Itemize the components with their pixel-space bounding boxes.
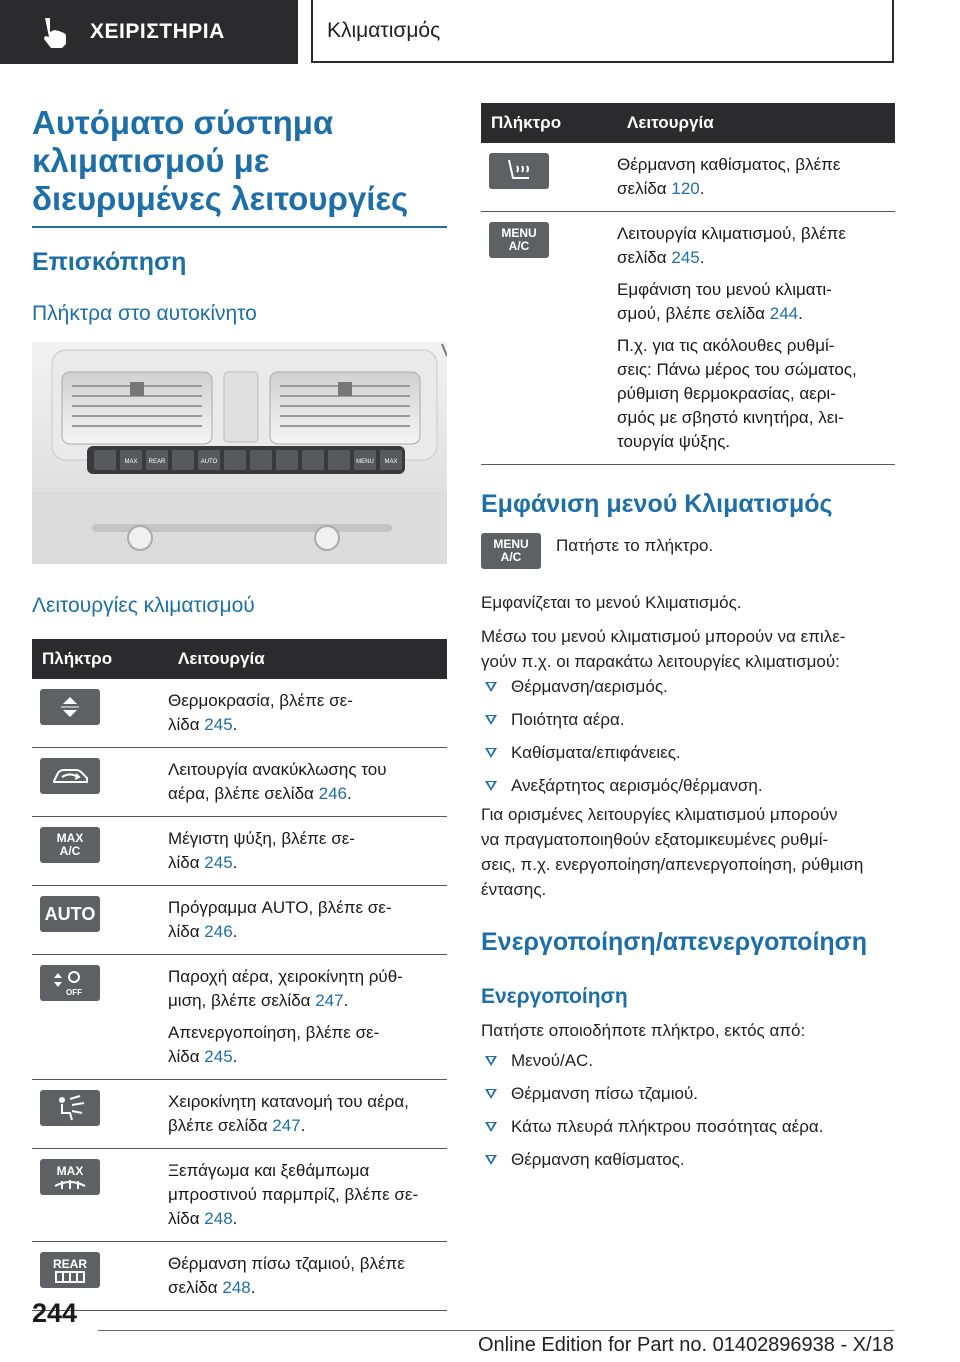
air-distribution-icon [50, 1093, 90, 1123]
photo-panel-button [224, 450, 246, 470]
climate-key[interactable] [40, 689, 100, 725]
page-title: Αυτόματο σύστημα κλιματισμού με διευρυμένες λειτουργίες [32, 104, 447, 228]
function-cell [168, 748, 447, 817]
col-header-key: Πλήκτρο [481, 103, 617, 143]
list-item: Ποιότητα αέρα. [481, 707, 895, 732]
table-row [481, 212, 895, 465]
function-description: Λειτουργία ανακύκλωσης του αέρα, βλέπε σελίδα 246. [168, 760, 387, 803]
functions-table-left [32, 639, 447, 1311]
function-description: Χειροκίνητη κατανομή του αέρα, βλέπε σελίδα 247. [168, 1092, 409, 1135]
climate-key[interactable] [40, 758, 100, 794]
page-reference-link[interactable]: 245 [204, 1047, 233, 1066]
climate-key[interactable] [40, 1159, 100, 1195]
table-row [32, 679, 447, 748]
function-description: Ξεπάγωμα και ξεθάμπωμα μπροστινού παρμπρίζ, βλέπε σε- λίδα 248. [168, 1161, 419, 1228]
activation-bullets [481, 1048, 895, 1180]
page-reference-link[interactable]: 248 [204, 1209, 233, 1228]
key-label: AUTO [44, 903, 96, 924]
page-reference-link[interactable]: 248 [222, 1278, 251, 1297]
key-cell [32, 817, 168, 886]
menu-paragraph-3: Για ορισμένες λειτουργίες κλιματισμού μπορούν να πραγματοποιηθούν εξατομικευμένες ρυθμί- σεις, π.χ. ενεργοποίηση/απενεργοποίηση, ρύθμιση έντασης. [481, 805, 864, 899]
list-item: Θέρμανση πίσω τζαμιού. [481, 1081, 895, 1106]
auto-icon [44, 903, 96, 924]
page-number: 244 [32, 1298, 78, 1328]
photo-panel-button-label: AUTO [200, 459, 218, 465]
function-cell [168, 1242, 447, 1311]
function-cell [168, 679, 447, 748]
menu-ac-icon [501, 227, 536, 253]
key-cell [32, 886, 168, 955]
function-description: Π.χ. για τις ακόλουθες ρυθμί- σεις: Πάνω μέρος του σώματος, ρύθμιση θερμοκρασίας, αερι- σμός με σβηστό κινητήρα, λει- τουργία ψύξης. [617, 336, 857, 451]
function-description: Θέρμανση καθίσματος, βλέπε σελίδα 120. [617, 155, 841, 198]
function-cell [617, 212, 895, 465]
table-row [32, 1080, 447, 1149]
fan-off-icon [50, 968, 90, 998]
functions-table-right [481, 103, 895, 465]
key-cell [32, 748, 168, 817]
page-reference-link[interactable]: 246 [318, 784, 347, 803]
key-label: REAR [52, 1256, 87, 1271]
function-description: Εμφάνιση του μενού κλιματι- σμού, βλέπε σελίδα 244. [617, 280, 832, 323]
manual-tab[interactable] [0, 0, 298, 64]
overview-heading: Επισκόπηση [32, 248, 187, 276]
page-reference-link[interactable]: 245 [671, 248, 700, 267]
key-label: MENU A/C [501, 226, 537, 253]
table-row [32, 1242, 447, 1311]
table-row [32, 748, 447, 817]
key-cell [481, 143, 617, 212]
buttons-heading: Πλήκτρα στο αυτοκίνητο [32, 302, 257, 325]
menu-heading: Εμφάνιση μενού Κλιματισμός [481, 490, 833, 518]
function-cell [168, 817, 447, 886]
climate-key[interactable] [40, 1252, 100, 1288]
page-reference-link[interactable]: 245 [204, 853, 233, 872]
svg-text:OFF: OFF [66, 988, 82, 997]
function-cell [168, 1149, 447, 1242]
page-header [0, 0, 960, 66]
col-header-key: Πλήκτρο [32, 639, 168, 679]
function-cell [168, 955, 447, 1080]
key-cell [32, 955, 168, 1080]
manual-label: ΧΕΙΡΙΣΤΗΡΙΑ [90, 20, 225, 43]
climate-key[interactable] [40, 896, 100, 932]
functions-heading: Λειτουργίες κλιματισμού [32, 594, 255, 617]
function-description: Θέρμανση πίσω τζαμιού, βλέπε σελίδα 248. [168, 1254, 405, 1297]
rear-defrost-icon [53, 1258, 87, 1283]
function-cell [617, 143, 895, 212]
menu-paragraph-1: Εμφανίζεται το μενού Κλιματισμός. [481, 593, 742, 612]
temperature-arrows-icon [55, 692, 85, 722]
activation-heading: Ενεργοποίηση/απενεργοποίηση [481, 928, 868, 956]
pointing-hand-icon [36, 12, 76, 52]
climate-key[interactable] [40, 965, 100, 1001]
list-item: Κάτω πλευρά πλήκτρου ποσότητας αέρα. [481, 1114, 895, 1139]
key-cell [32, 1080, 168, 1149]
list-item: Θέρμανση/αερισμός. [481, 674, 895, 699]
footer-divider [98, 1330, 894, 1331]
page-reference-link[interactable]: 247 [272, 1116, 301, 1135]
page-reference-link[interactable]: 246 [204, 922, 233, 941]
page-reference-link[interactable]: 245 [204, 715, 233, 734]
photo-panel-button [302, 450, 324, 470]
seat-heating-icon [499, 156, 539, 186]
function-description: Απενεργοποίηση, βλέπε σε- λίδα 245. [168, 1023, 380, 1066]
photo-panel-button [172, 450, 194, 470]
function-description: Λειτουργία κλιματισμού, βλέπε σελίδα 245. [617, 224, 846, 267]
dashboard-illustration [32, 342, 447, 564]
function-description: Μέγιστη ψύξη, βλέπε σε- λίδα 245. [168, 829, 355, 872]
key-label: MAX A/C [56, 831, 84, 858]
section-label: Κλιματισμός [327, 18, 441, 42]
menu-paragraph-2: Μέσω του μενού κλιματισμού μπορούν να επιλε- γούν π.χ. οι παρακάτω λειτουργίες κλιματισμού: [481, 627, 846, 671]
max-defrost-icon [53, 1165, 87, 1190]
recirculation-icon [48, 763, 92, 789]
photo-panel-button-label: MAX [124, 459, 138, 465]
key-label: MAX [56, 1163, 84, 1178]
photo-panel-button [276, 450, 298, 470]
list-item: Θέρμανση καθίσματος. [481, 1147, 895, 1172]
climate-key[interactable] [40, 1090, 100, 1126]
key-cell [32, 1149, 168, 1242]
activation-subheading: Ενεργοποίηση [481, 985, 628, 1008]
page-reference-link[interactable]: 247 [315, 991, 344, 1010]
section-tab[interactable] [311, 0, 894, 63]
menu-ac-key-label: MENU A/C [493, 537, 529, 564]
key-cell [32, 679, 168, 748]
photo-panel-button-label: MENU [356, 459, 374, 465]
max-ac-icon [57, 832, 84, 858]
menu-press-text: Πατήστε το πλήκτρο. [556, 536, 714, 555]
table-row [32, 886, 447, 955]
menu-bullets [481, 674, 895, 806]
table-row [32, 817, 447, 886]
page-reference-link[interactable]: 244 [769, 304, 799, 323]
photo-panel-button-label: REAR [148, 459, 166, 465]
table-row [481, 143, 895, 212]
function-cell [168, 1080, 447, 1149]
photo-panel-button [250, 450, 272, 470]
table-row [32, 955, 447, 1080]
list-item: Ανεξάρτητος αερισμός/θέρμανση. [481, 773, 895, 798]
photo-panel-button [328, 450, 350, 470]
function-description: Παροχή αέρα, χειροκίνητη ρύθ- μιση, βλέπε σελίδα 247. [168, 967, 403, 1010]
photo-panel-button-label: MAX [384, 459, 398, 465]
page-reference-link[interactable]: 120 [671, 179, 700, 198]
col-header-function: Λειτουργία [168, 639, 447, 679]
menu-ac-key[interactable] [481, 533, 541, 569]
climate-key[interactable] [489, 153, 549, 189]
activation-text: Πατήστε οποιοδήποτε πλήκτρο, εκτός από: [481, 1021, 806, 1040]
list-item: Καθίσματα/επιφάνειες. [481, 740, 895, 765]
col-header-function: Λειτουργία [617, 103, 895, 143]
function-description: Θερμοκρασία, βλέπε σε- λίδα 245. [168, 691, 353, 734]
footer-text: Online Edition for Part no. 01402896938 - X/18 [478, 1334, 894, 1356]
photo-panel-button [94, 450, 116, 470]
climate-key[interactable] [489, 222, 549, 258]
key-cell [481, 212, 617, 465]
climate-panel-photo [32, 342, 447, 564]
table-row [32, 1149, 447, 1242]
list-item: Μενού/AC. [481, 1048, 895, 1073]
climate-key[interactable] [40, 827, 100, 863]
function-cell [168, 886, 447, 955]
function-description: Πρόγραμμα AUTO, βλέπε σε- λίδα 246. [168, 898, 392, 941]
